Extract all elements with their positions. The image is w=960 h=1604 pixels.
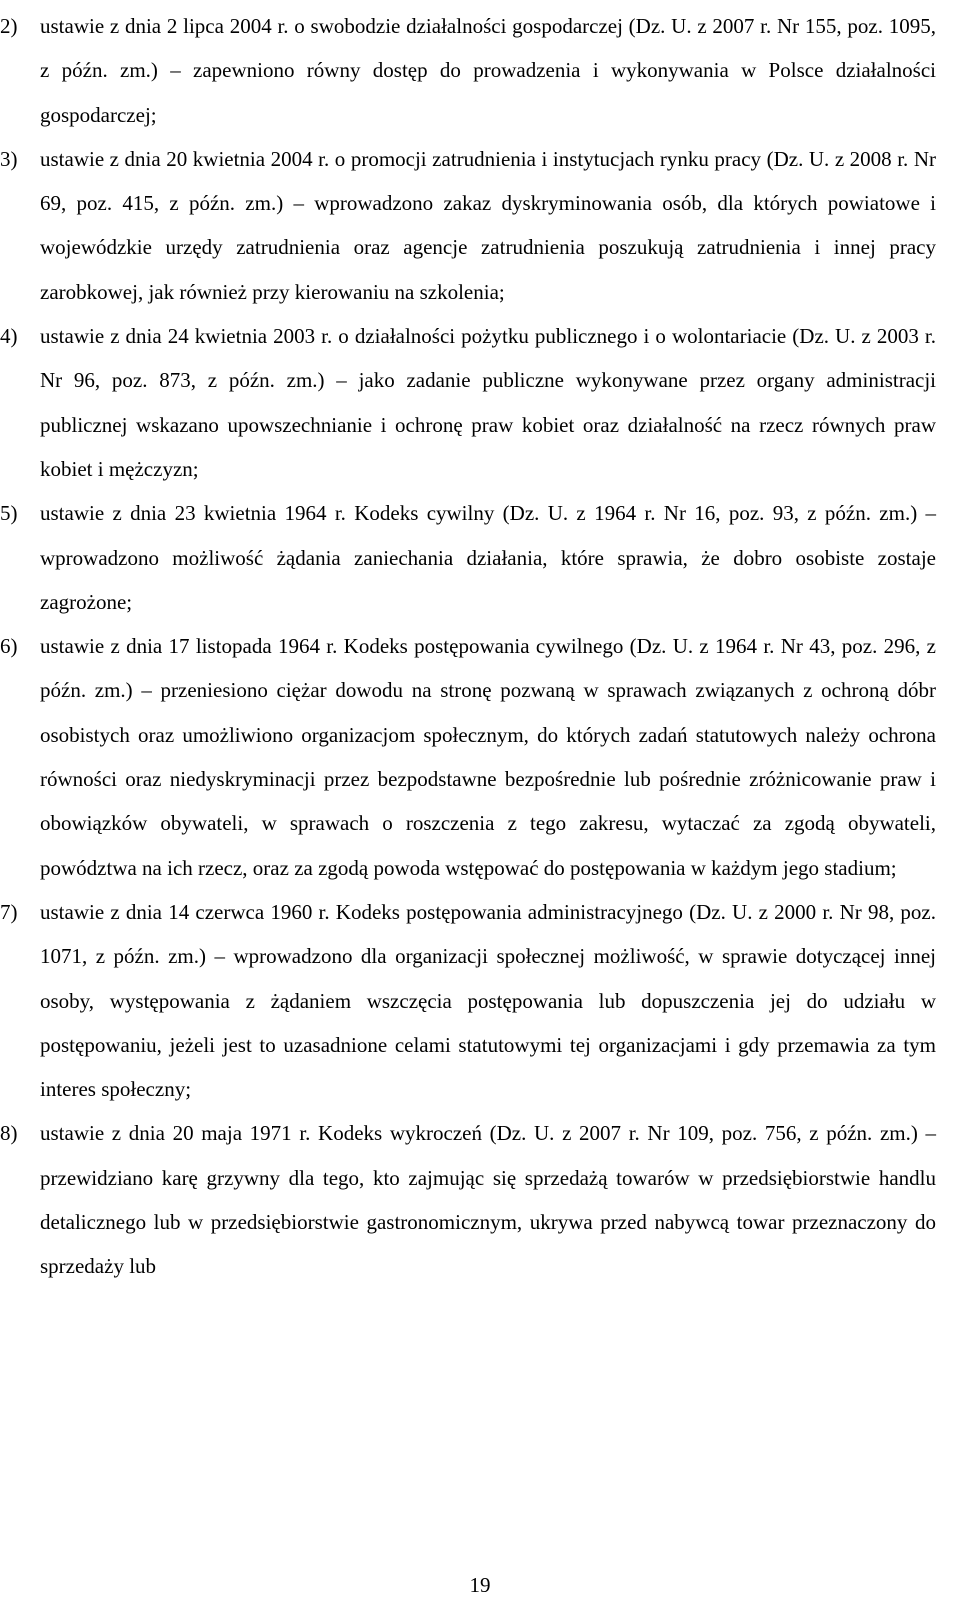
item-number: 4) [0,324,18,349]
item-text: ustawie z dnia 23 kwietnia 1964 r. Kodeks cywilny (Dz. U. z 1964 r. Nr 16, poz. 93, z późn. zm.) – wprowadzono możliwość żądania zaniechania działania, które sprawia, że dobro osobiste zostaje zagrożone; [40,501,936,614]
item-text: ustawie z dnia 24 kwietnia 2003 r. o działalności pożytku publicznego i o wolontariacie (Dz. U. z 2003 r. Nr 96, poz. 873, z późn. zm.) – jako zadanie publiczne wykonywane przez organy administracji publicznej wskazano upowszechnianie i ochronę praw kobiet oraz działalność na rzecz równych praw kobiet i mężczyzn; [40,324,936,481]
list-item [0,4,960,137]
list-item [0,624,960,890]
list-item [0,1111,960,1288]
list-item [0,137,960,314]
item-number: 3) [0,146,18,171]
list-item [0,314,960,491]
item-text: ustawie z dnia 17 listopada 1964 r. Kodeks postępowania cywilnego (Dz. U. z 1964 r. Nr 43, poz. 296, z późn. zm.) – przeniesiono ciężar dowodu na stronę pozwaną w sprawach związanych z ochroną dóbr osobistych oraz umożliwiono organizacjom społecznym, do których zadań statutowych należy ochrona równości oraz niedyskryminacji przez bezpodstawne bezpośrednie lub pośrednie zróżnicowanie praw i obowiązków obywateli, w sprawach o roszczenia z tego zakresu, wytaczać za zgodą obywateli, powództwa na ich rzecz, oraz za zgodą powoda wstępować do postępowania w każdym jego stadium; [40,634,936,880]
item-text: ustawie z dnia 2 lipca 2004 r. o swobodzie działalności gospodarczej (Dz. U. z 2007 r. Nr 155, poz. 1095, z późn. zm.) – zapewniono równy dostęp do prowadzenia i wykonywania w Polsce działalności gospodarczej; [40,14,936,127]
item-number: 5) [0,501,18,526]
page-number: 19 [469,1573,491,1597]
item-number: 6) [0,634,18,659]
item-text: ustawie z dnia 20 kwietnia 2004 r. o promocji zatrudnienia i instytucjach rynku pracy (Dz. U. z 2008 r. Nr 69, poz. 415, z późn. zm.) – wprowadzono zakaz dyskryminowania osób, dla których powiatowe i wojewódzkie urzędy zatrudnienia oraz agencje zatrudnienia poszukują zatrudnienia i innej pracy zarobkowej, jak również przy kierowaniu na szkolenia; [40,146,936,304]
list-item [0,890,960,1111]
item-text: ustawie z dnia 14 czerwca 1960 r. Kodeks postępowania administracyjnego (Dz. U. z 2000 r. Nr 98, poz. 1071, z późn. zm.) – wprowadzono dla organizacji społecznej możliwość, w sprawie dotyczącej innej osoby, występowania z żądaniem wszczęcia postępowania lub dopuszczenia jej do udziału w postępowaniu, jeżeli jest to uzasadnione celami statutowymi tej organizacjami i gdy przemawia za tym interes społeczny; [40,899,936,1102]
item-number: 8) [0,1121,18,1146]
legislation-list [0,4,960,1289]
item-text: ustawie z dnia 20 maja 1971 r. Kodeks wykroczeń (Dz. U. z 2007 r. Nr 109, poz. 756, z późn. zm.) – przewidziano karę grzywny dla tego, kto zajmując się sprzedażą towarów w przedsiębiorstwie handlu detalicznego lub w przedsiębiorstwie gastronomicznym, ukrywa przed nabywcą towar przeznaczony do sprzedaży lub [40,1121,936,1279]
list-item [0,491,960,624]
item-number: 2) [0,14,18,38]
item-number: 7) [0,899,18,924]
